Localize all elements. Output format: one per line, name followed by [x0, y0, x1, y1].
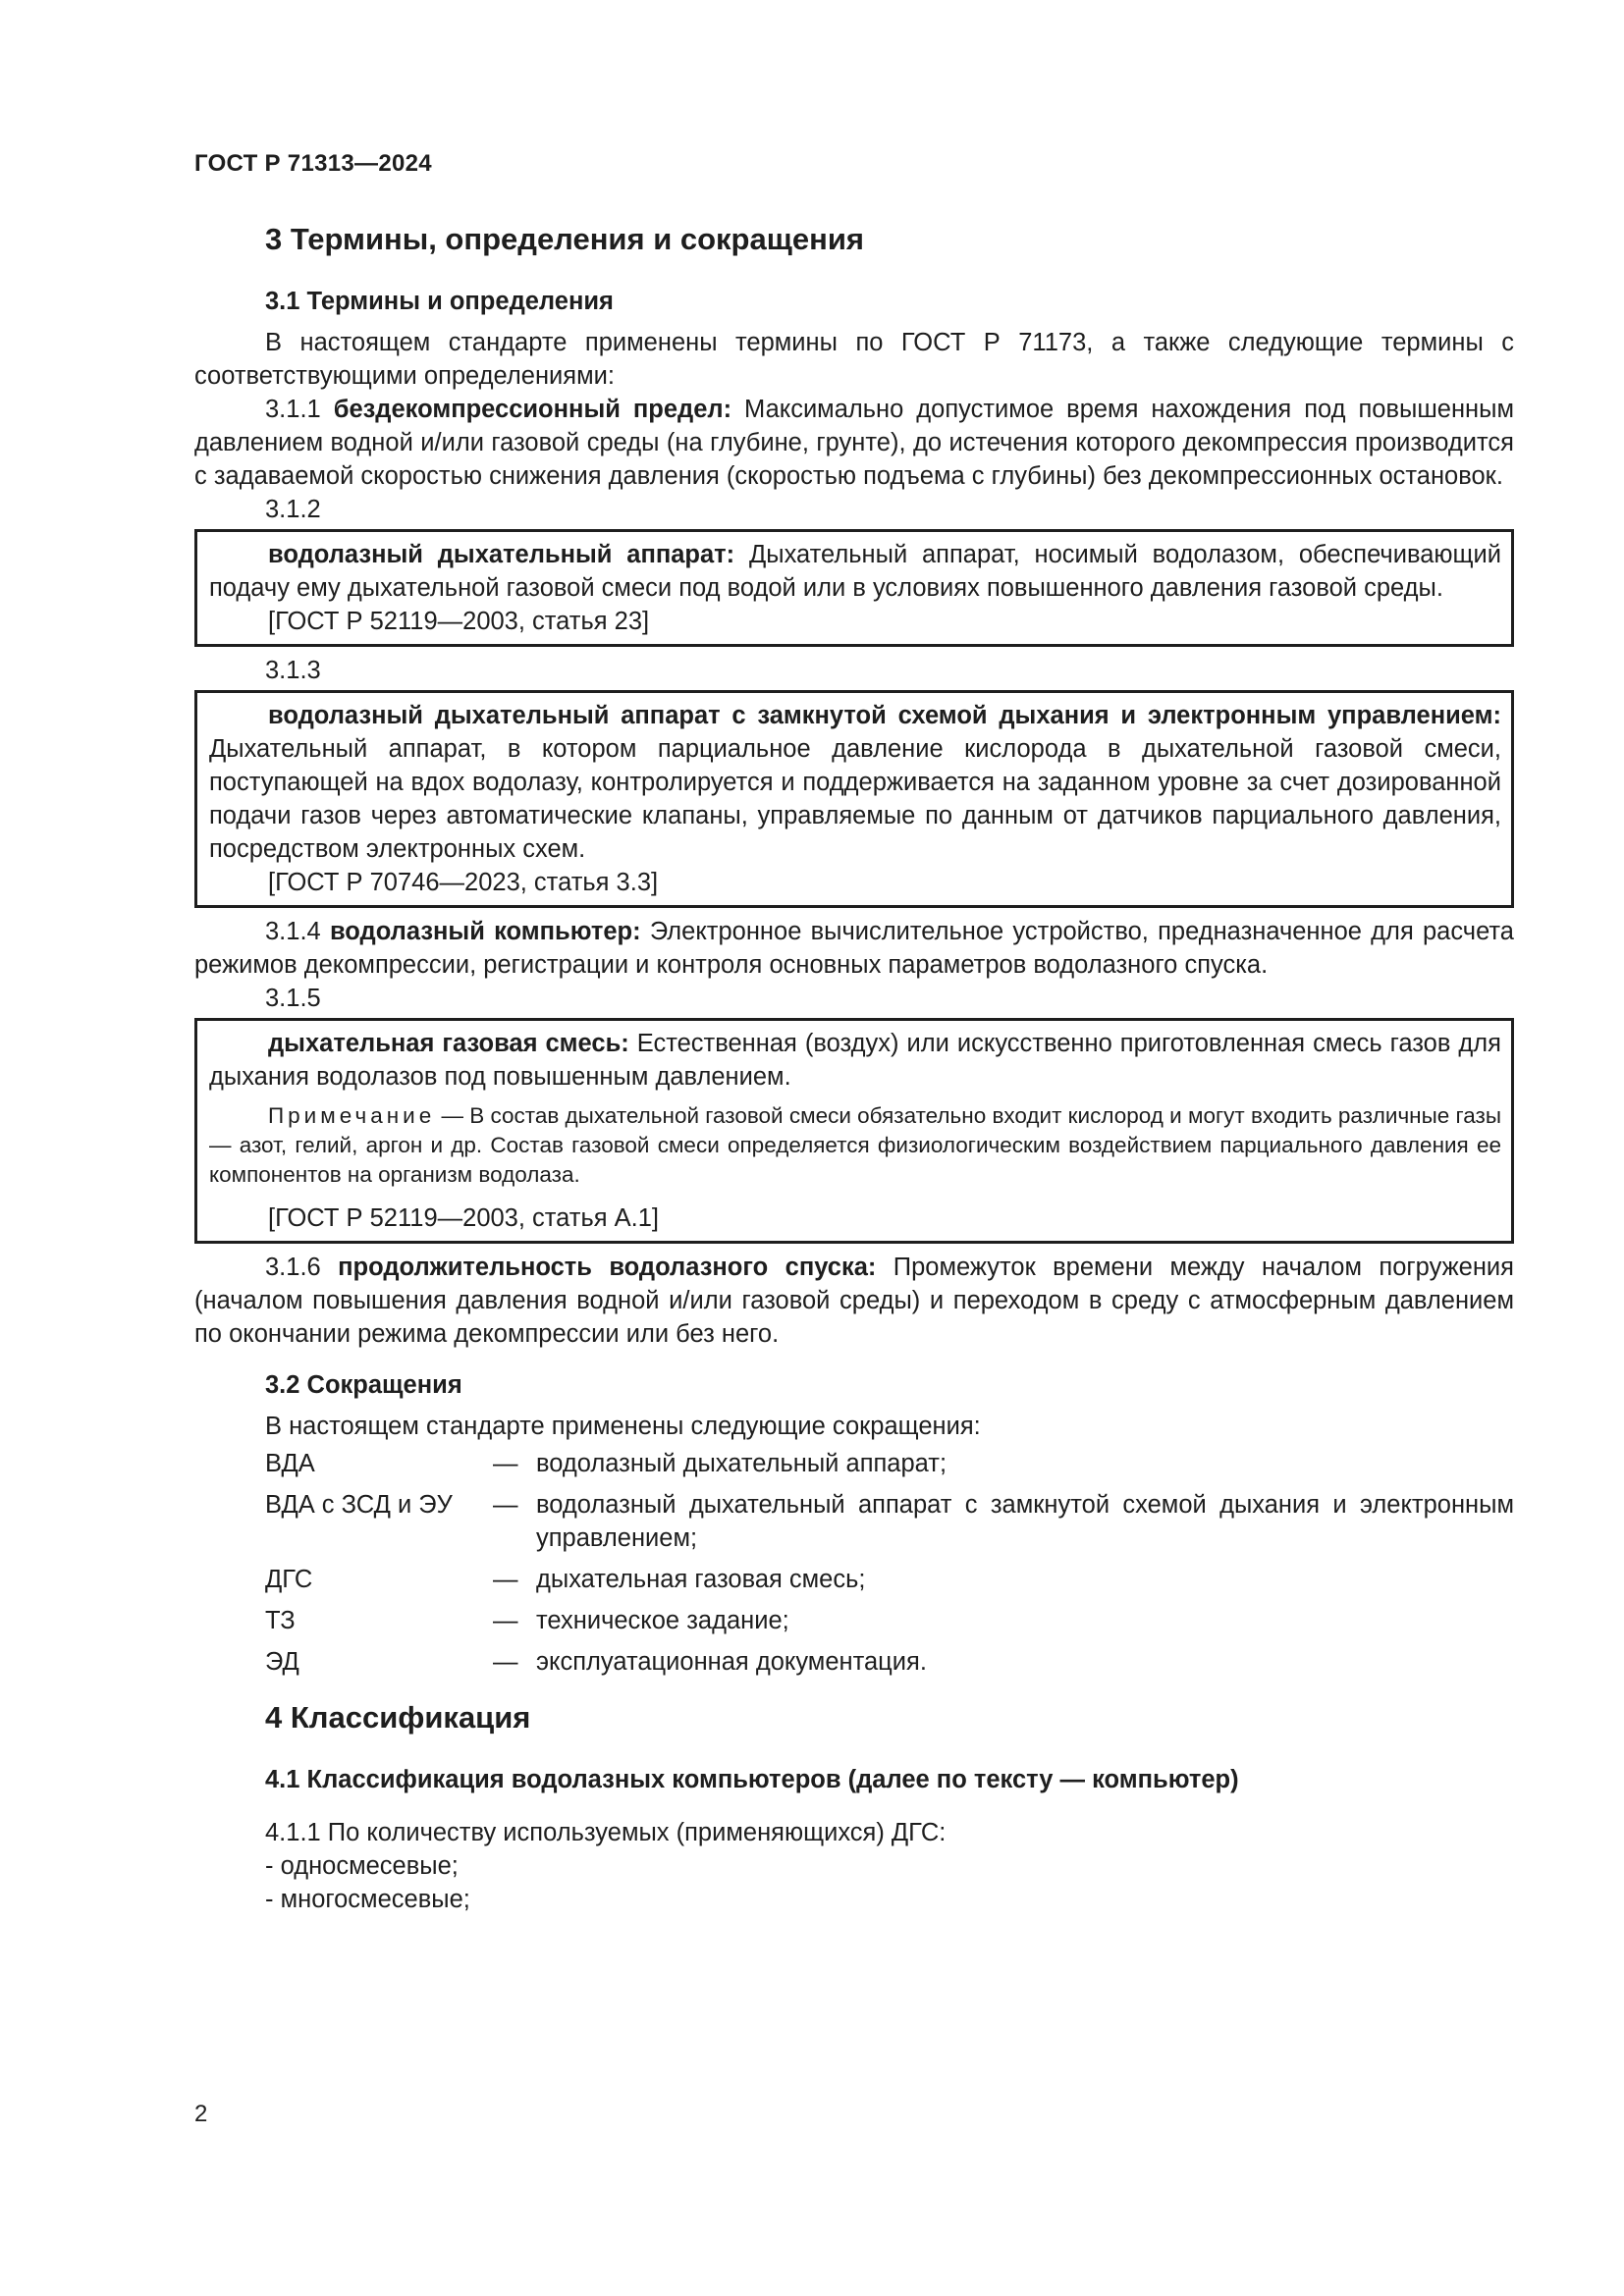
clause-4-1-1: 4.1.1 По количеству используемых (применяющихся) ДГС:: [265, 1819, 947, 1846]
term-box-3-1-3: [194, 690, 1514, 908]
term-definition: Дыхательный аппарат, в котором парциальное давление кислорода в дыхательной газовой смеси, поступающей на вдох водолазу, контролируется и поддерживается на заданном уровне за счет дозированной подачи газов через автоматические клапаны, управляемые по данным от датчиков парциального давления, посредством электронных схем.: [209, 735, 1501, 863]
abbreviation-dash: —: [493, 1648, 518, 1676]
term-definition: Электронное вычислительное устройство, предназначенное для расчета режимов декомпрессии, регистрации и контроля основных параметров водолазного спуска.: [194, 918, 1514, 979]
term-box-3-1-2: [194, 529, 1514, 647]
abbreviation-term: ЭД: [265, 1648, 299, 1676]
abbreviation-definition: водолазный дыхательный аппарат с замкнутой схемой дыхания и электронным управлением;: [536, 1491, 1514, 1552]
section-3-heading: 3 Термины, определения и сокращения: [265, 222, 864, 256]
subsection-3-1-heading: 3.1 Термины и определения: [265, 288, 614, 315]
term-name: продолжительность водолазного спуска:: [338, 1254, 877, 1281]
abbreviation-definition: техническое задание;: [536, 1607, 789, 1634]
term-name: бездекомпрессионный предел:: [333, 396, 732, 423]
term-source: [ГОСТ Р 70746—2023, статья 3.3]: [268, 869, 659, 896]
subsection-4-1-heading: 4.1 Классификация водолазных компьютеров (далее по тексту — компьютер): [265, 1766, 1239, 1793]
abbreviation-term: ВДА с ЗСД и ЭУ: [265, 1491, 453, 1519]
abbreviation-definition: водолазный дыхательный аппарат;: [536, 1450, 947, 1477]
abbreviation-dash: —: [493, 1491, 518, 1519]
list-item: - односмесевые;: [265, 1852, 459, 1880]
subsection-3-2-heading: 3.2 Сокращения: [265, 1371, 462, 1399]
abbreviation-row: [265, 1563, 1514, 1596]
term-3-1-3: [209, 699, 1501, 866]
term-number: 3.1.6: [265, 1254, 321, 1281]
abbreviation-term: ТЗ: [265, 1607, 296, 1634]
note-text: — В состав дыхательной газовой смеси обязательно входит кислород и могут входить различные газы — азот, гелий, аргон и др. Состав газовой смеси определяется физиологическим воздействием парциального давления ее компонентов на организм водолаза.: [209, 1103, 1501, 1187]
abbreviation-definition: дыхательная газовая смесь;: [536, 1566, 866, 1593]
term-definition: Дыхательный аппарат, носимый водолазом, обеспечивающий подачу ему дыхательной газовой смеси под водой или в условиях повышенного давления газовой среды.: [209, 541, 1501, 602]
term-definition: Естественная (воздух) или искусственно приготовленная смесь газов для дыхания водолазов под повышенным давлением.: [209, 1030, 1501, 1091]
term-name: дыхательная газовая смесь:: [268, 1030, 629, 1057]
terms-intro: В настоящем стандарте применены термины по ГОСТ Р 71173, а также следующие термины с соответствующими определениями:: [194, 329, 1514, 390]
abbreviation-definition: эксплуатационная документация.: [536, 1648, 927, 1676]
abbreviation-row: [265, 1604, 1514, 1637]
term-3-1-1: [194, 393, 1514, 493]
term-number-3-1-5: 3.1.5: [265, 985, 321, 1012]
abbreviation-row: [265, 1447, 1514, 1480]
term-3-1-5: [209, 1027, 1501, 1094]
abbreviation-dash: —: [493, 1607, 518, 1634]
page-number: 2: [194, 2101, 208, 2127]
term-source: [ГОСТ Р 52119—2003, статья А.1]: [268, 1204, 660, 1232]
abbreviation-term: ВДА: [265, 1450, 315, 1477]
term-number: 3.1.4: [265, 918, 321, 945]
term-definition: Максимально допустимое время нахождения под повышенным давлением водной и/или газовой среды (на глубине, грунте), до истечения которого декомпрессия производится с задаваемой скоростью снижения давления (скоростью подъема с глубины) без декомпрессионных остановок.: [194, 396, 1514, 490]
term-definition: Промежуток времени между началом погружения (началом повышения давления водной и/или газовой среды) и переходом в среду с атмосферным давлением по окончании режима декомпрессии или без него.: [194, 1254, 1514, 1348]
term-name: водолазный компьютер:: [329, 918, 641, 945]
term-number-3-1-2: 3.1.2: [265, 496, 321, 523]
section-4-heading: 4 Классификация: [265, 1700, 531, 1735]
abbreviation-row: [265, 1645, 1514, 1679]
document-code: ГОСТ Р 71313—2024: [194, 150, 432, 177]
term-name: водолазный дыхательный аппарат с замкнутой схемой дыхания и электронным управлением:: [268, 702, 1501, 729]
term-number-3-1-3: 3.1.3: [265, 657, 321, 684]
term-3-1-4: [194, 915, 1514, 982]
abbreviation-term: ДГС: [265, 1566, 313, 1593]
term-box-3-1-5: [194, 1018, 1514, 1244]
abbreviation-dash: —: [493, 1566, 518, 1593]
term-note: [209, 1101, 1501, 1190]
term-3-1-2: [209, 538, 1501, 605]
abbreviation-dash: —: [493, 1450, 518, 1477]
term-source: [ГОСТ Р 52119—2003, статья 23]: [268, 608, 650, 635]
term-3-1-6: [194, 1251, 1514, 1351]
page-content: [194, 220, 1514, 1916]
abbreviations-list: [194, 1447, 1514, 1679]
term-name: водолазный дыхательный аппарат:: [268, 541, 735, 568]
abbreviations-intro: В настоящем стандарте применены следующие сокращения:: [265, 1413, 981, 1440]
abbreviation-row: [265, 1488, 1514, 1555]
list-item: - многосмесевые;: [265, 1886, 470, 1913]
note-label: Примечание: [268, 1103, 436, 1128]
term-number: 3.1.1: [265, 396, 321, 423]
